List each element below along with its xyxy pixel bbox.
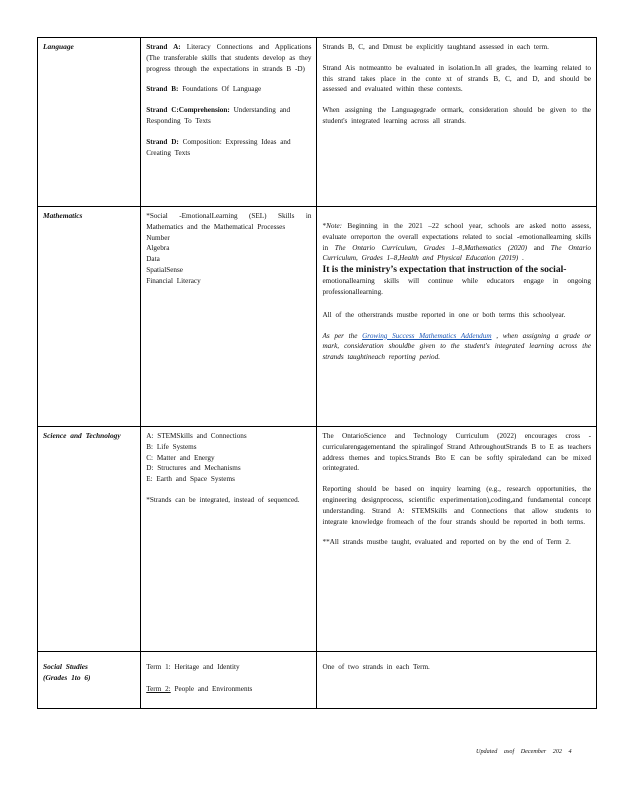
strand-item [146,137,311,159]
strand-item [146,42,311,74]
strand-item: E: Earth and Space Systems [146,475,235,484]
note-text: and [527,243,551,252]
strand-item: B: Life Systems [146,442,197,451]
note-paragraph: Reporting should be based on inquiry learning (e.g., research opportunities, the engineering designprocess, scientific experimentation),coding,and fundamental concept understanding. Strand A: STEMSkills and Connections that allow students to integrate knowledge fromeach of the four strands should be reported in both terms. [322,485,591,526]
note-text: Beginning in the 2021 –22 school year, schools are asked notto assess, evaluate orreporton the overall expectations related to social -emotionallearning skills in [322,222,591,252]
notes-cell [317,38,597,207]
subject-cell [38,427,141,652]
term-label: Term 2: [146,684,171,693]
strands-note: *Strands can be integrated, instead of sequenced. [146,495,300,504]
strand-item: Algebra [146,244,170,253]
strand-text: Composition: Expressing Ideas and Creating Texts [146,137,291,157]
strand-text: Understanding and Responding To Texts [146,106,291,125]
note-text: emotionallearning skills will continue while educators engage in ongoing professionallearning. [322,277,591,296]
table-row-social-studies [38,652,597,709]
subject-cell [38,652,141,709]
strand-item: Financial Literacy [146,276,201,285]
note-text: As per the [322,331,363,340]
subject-cell [38,38,141,207]
note-paragraph: One of two strands in each Term. [322,663,430,671]
strand-text: Foundations Of Language [178,85,262,94]
curriculum-title: The Ontario Curriculum, Grades 1–8,Mathematics (2020) [334,243,528,252]
subject-name: Social Studies [43,662,88,671]
notes-cell [317,427,597,652]
subject-name: Mathematics [43,211,83,220]
curriculum-reporting-table [37,37,597,709]
strand-item: Data [146,255,160,264]
table-row-mathematics [38,207,597,427]
updated-date-footer: Updated asof December 202 4 [476,748,572,755]
strand-label: Strand D: [146,137,179,146]
term-2-strand [146,684,311,695]
strand-item [146,105,311,127]
strand-item: SpatialSense [146,265,183,274]
subject-grades: (Grades 1to 6) [43,672,91,682]
strand-text: Literacy Connections and Applications (The transferable skills that students develop as they progress through the expectations in strands B -D) [146,43,312,73]
note-text: , when assigning a grade or mark, consideration shouldbe given to the student's integrated learning across the strands taughtineach reporting period. [322,331,591,362]
strand-label: Strand A: [146,43,181,51]
note-text: . [518,254,524,263]
term-1-strand: Term 1: Heritage and Identity [146,663,240,671]
subject-name: Language [43,42,74,51]
strand-label: Strand B: [146,85,179,94]
growing-success-addendum-link[interactable]: Growing Success Mathematics Addendum [362,331,492,340]
ministry-expectation: It is the ministry’s expectation that instruction of the social- [322,264,567,276]
sel-note [322,221,591,298]
term-text: People and Environments [170,684,253,693]
subject-cell [38,207,141,427]
subject-name: Science and Technology [43,431,121,440]
note-paragraph: The OntarioScience and Technology Curriculum (2022) encourages cross -curricularengagementand the spiralingof Strand AthroughoutStrands B to E as teachers address themes and topics.Strands Bto E can be softly spiraledand can be mixed orintegrated. [322,432,591,473]
note-paragraph: **All strands mustbe taught, evaluated and reported on by the end of Term 2. [322,538,571,547]
strands-cell [141,652,317,709]
strand-item: D: Structures and Mechanisms [146,464,241,473]
table-row-language [38,38,597,207]
note-paragraph: When assigning the Languagegrade ormark, consideration should be given to the student's integrated learning across all strands. [322,106,591,125]
notes-cell [317,207,597,427]
strands-cell [141,207,317,427]
note-asterisk: * [322,222,327,230]
addendum-note [322,331,591,363]
table-row-science [38,427,597,652]
strand-item: A: STEMSkills and Connections [146,432,247,440]
note-paragraph: Strands B, C, and Dmust be explicitly taughtand assessed in each term. [322,43,549,51]
note-label: Note: [326,222,343,230]
strand-item: Number [146,233,170,242]
strands-cell [141,427,317,652]
note-paragraph: All of the otherstrands mustbe reported in one or both terms this schoolyear. [322,310,566,319]
strand-item: *Social -EmotionalLearning (SEL) Skills in Mathematics and the Mathematical Processes [146,212,312,231]
strand-label: Strand C:Comprehension: [146,106,230,115]
strands-cell [141,38,317,207]
strand-item [146,84,311,95]
strand-item: C: Matter and Energy [146,453,215,462]
note-paragraph: Strand Ais notmeantto be evaluated in isolation.In all grades, the learning related to this strand takes place in the conte xt of strands B, C, and D, and should be assessed and evaluated within these contexts. [322,63,591,94]
notes-cell [317,652,597,709]
curriculum-title: The Ontario Curriculum, Grades 1–8,Health and Physical Education (2019) [322,243,591,263]
